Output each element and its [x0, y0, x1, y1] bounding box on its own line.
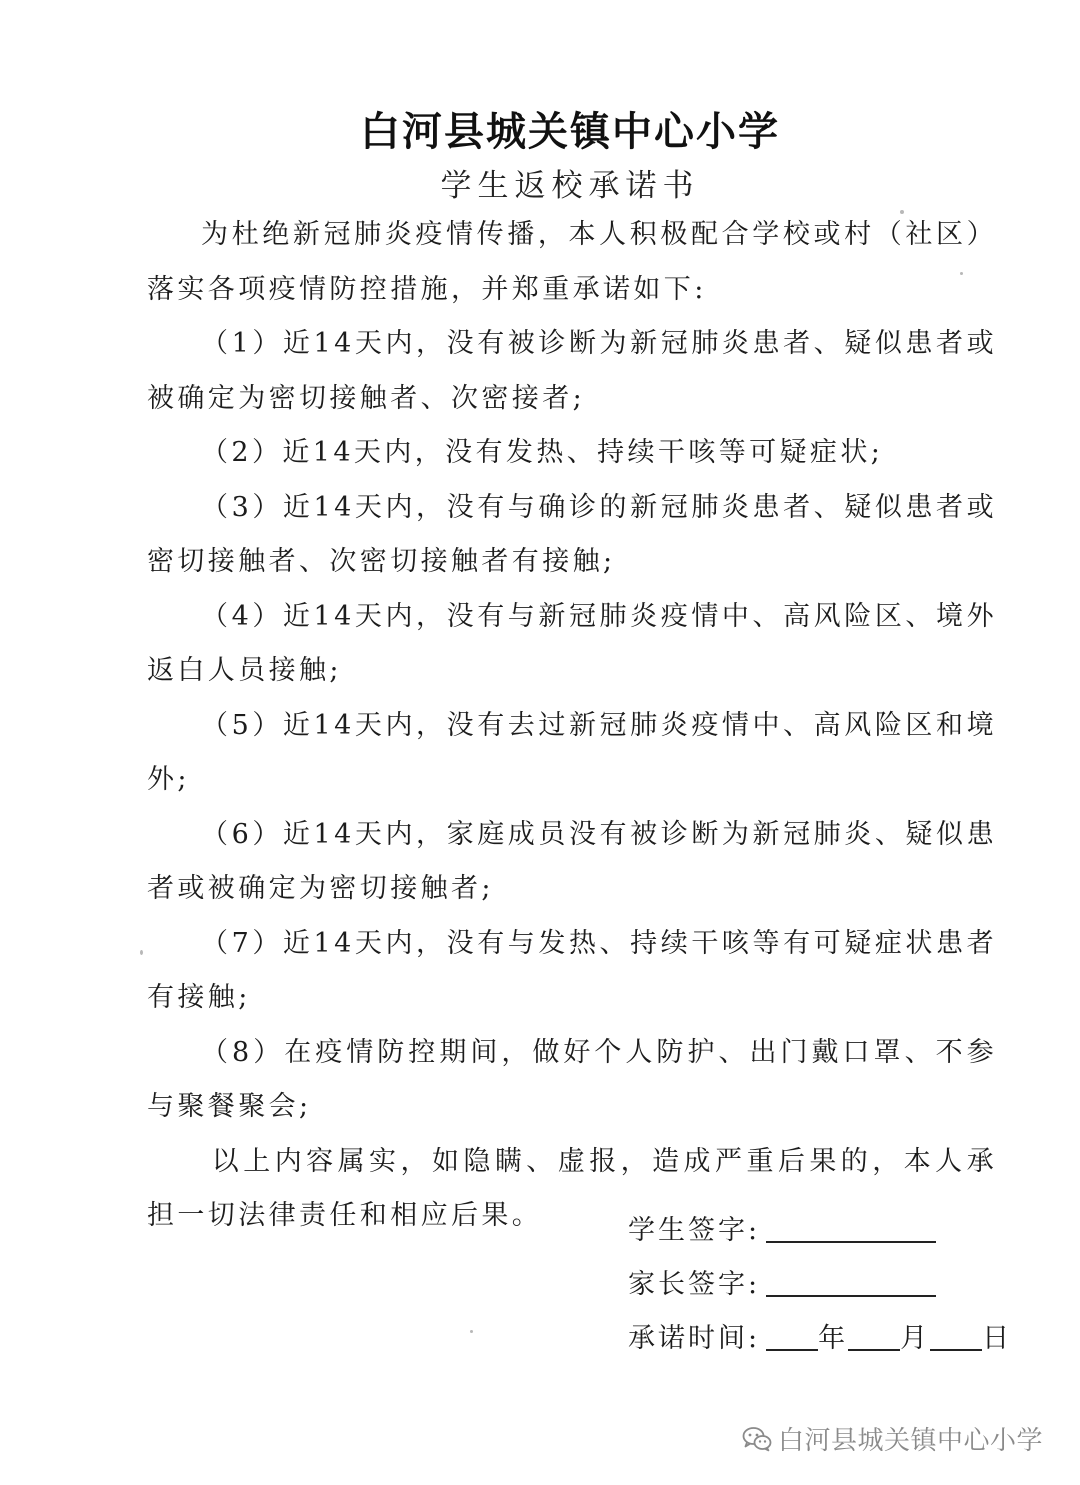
closing-paragraph: 以上内容属实，如隐瞒、虚报，造成严重后果的，本人承担一切法律责任和相应后果。	[147, 1145, 997, 1231]
student-signature-label: 学生签字:	[628, 1215, 761, 1246]
document-subtitle: 学生返校承诺书	[440, 168, 700, 204]
student-signature-line	[766, 1215, 936, 1243]
wechat-icon	[742, 1426, 772, 1452]
scan-speck	[470, 1330, 473, 1333]
intro-paragraph: 为杜绝新冠肺炎疫情传播，本人积极配合学校或村（社区）落实各项疫情防控措施，并郑重承诺如下:	[147, 219, 997, 305]
year-blank	[766, 1323, 818, 1351]
year-label: 年	[818, 1323, 849, 1354]
pledge-body	[147, 208, 997, 1244]
scan-speck	[140, 950, 143, 955]
pledge-item-6: （6）近14天内，家庭成员没有被诊断为新冠肺炎、疑似患者或被确定为密切接触者;	[147, 818, 997, 904]
school-title: 白河县城关镇中心小学	[360, 108, 780, 155]
month-label: 月	[900, 1323, 931, 1354]
date-label: 承诺时间:	[628, 1323, 761, 1354]
scan-speck	[900, 210, 904, 214]
pledge-item-8: （8）在疫情防控期间，做好个人防护、出门戴口罩、不参与聚餐聚会;	[147, 1036, 997, 1122]
scan-speck	[960, 272, 963, 275]
watermark-text: 白河县城关镇中心小学	[778, 1426, 1044, 1456]
pledge-item-5: （5）近14天内，没有去过新冠肺炎疫情中、高风险区和境外;	[147, 709, 997, 795]
parent-signature-line	[766, 1269, 936, 1297]
parent-signature-row	[628, 1247, 1012, 1301]
parent-signature-label: 家长签字:	[628, 1269, 761, 1300]
student-signature-row	[628, 1193, 1012, 1247]
day-blank	[930, 1323, 982, 1351]
pledge-item-1: （1）近14天内，没有被诊断为新冠肺炎患者、疑似患者或被确定为密切接触者、次密接者;	[147, 328, 997, 414]
pledge-item-3: （3）近14天内，没有与确诊的新冠肺炎患者、疑似患者或密切接触者、次密切接触者有接触;	[147, 491, 997, 577]
pledge-item-4: （4）近14天内，没有与新冠肺炎疫情中、高风险区、境外返白人员接触;	[147, 600, 997, 686]
day-label: 日	[982, 1323, 1013, 1354]
date-row	[628, 1301, 1012, 1355]
month-blank	[848, 1323, 900, 1351]
signature-block	[628, 1193, 1012, 1355]
pledge-item-7: （7）近14天内，没有与发热、持续干咳等有可疑症状患者有接触;	[147, 927, 997, 1013]
pledge-item-2: （2）近14天内，没有发热、持续干咳等可疑症状;	[201, 437, 884, 468]
wechat-watermark	[742, 1420, 1043, 1457]
